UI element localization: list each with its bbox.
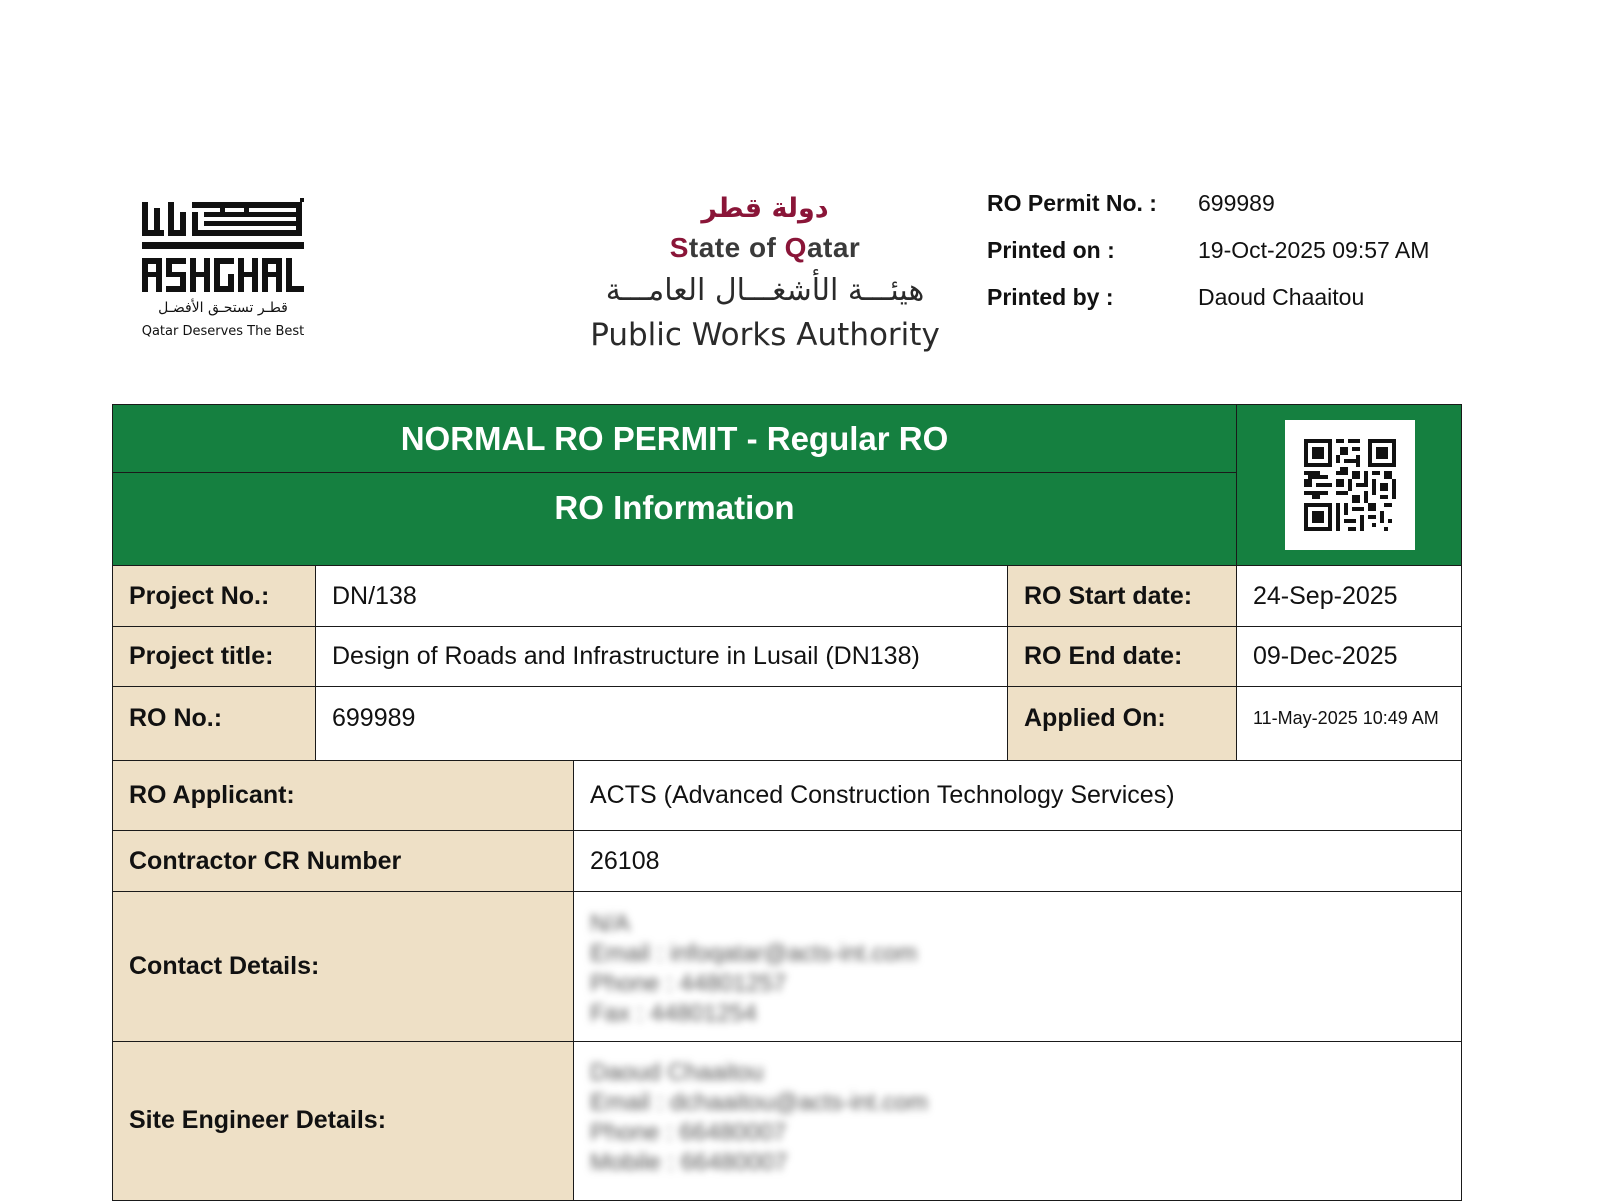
label-applied-on: Applied On: — [1007, 686, 1237, 761]
value-ro-no: 699989 — [315, 686, 1008, 761]
site-engineer-line: Email : dchaaitou@acts-int.com — [590, 1089, 928, 1116]
label-site-engineer-details: Site Engineer Details: — [112, 1041, 574, 1201]
value-applied-on: 11-May-2025 10:49 AM — [1236, 686, 1462, 761]
site-engineer-line: Daoud Chaaitou — [590, 1059, 764, 1086]
ashghal-kufic-logo-icon — [140, 198, 306, 298]
ashghal-logo — [140, 198, 308, 346]
label-contact-details: Contact Details: — [112, 891, 574, 1042]
contact-line: Email : infoqatar@acts-int.com — [590, 939, 918, 967]
value-ro-applicant: ACTS (Advanced Construction Technology Services) — [573, 760, 1462, 831]
meta-permit-no — [987, 180, 1467, 227]
state-text-mid: tate of — [688, 232, 785, 263]
contact-line: Phone : 44801257 — [590, 969, 787, 997]
value-contact-details — [573, 891, 1462, 1042]
contact-details-redacted — [590, 905, 917, 1029]
qr-code-icon — [1304, 439, 1396, 531]
public-works-authority-english: Public Works Authority — [590, 317, 940, 353]
meta-value: Daoud Chaaitou — [1198, 284, 1365, 310]
label-project-title: Project title: — [112, 626, 316, 687]
label-ro-start-date: RO Start date: — [1007, 565, 1237, 627]
value-project-no: DN/138 — [315, 565, 1008, 627]
value-project-title: Design of Roads and Infrastructure in Lusail (DN138) — [315, 626, 1008, 687]
state-of-qatar-english — [570, 228, 960, 268]
label-ro-no: RO No.: — [112, 686, 316, 761]
meta-label: RO Permit No. : — [987, 190, 1157, 216]
authority-header — [570, 190, 960, 356]
permit-title: NORMAL RO PERMIT - Regular RO — [112, 404, 1237, 473]
logo-slogan-english: Qatar Deserves The Best — [141, 324, 305, 339]
site-engineer-line: Mobile : 66480007 — [590, 1149, 788, 1176]
state-initial-s: S — [669, 232, 689, 263]
print-meta — [987, 180, 1467, 321]
public-works-authority-arabic: هيئـــة الأشغـــال العامـــة — [605, 273, 925, 308]
label-ro-applicant: RO Applicant: — [112, 760, 574, 831]
logo-slogan-arabic: قطـر تستحـق الأفضـل — [158, 300, 288, 316]
value-contractor-cr-number: 26108 — [573, 830, 1462, 892]
state-text-end: atar — [806, 232, 861, 263]
value-ro-end-date: 09-Dec-2025 — [1236, 626, 1462, 687]
site-engineer-line: Phone : 66480007 — [590, 1119, 787, 1146]
qr-code — [1285, 420, 1415, 550]
section-title: RO Information — [112, 472, 1237, 566]
label-ro-end-date: RO End date: — [1007, 626, 1237, 687]
label-project-no: Project No.: — [112, 565, 316, 627]
state-initial-q: Q — [784, 232, 807, 263]
value-site-engineer-details — [573, 1041, 1462, 1201]
meta-printed-by — [987, 274, 1467, 321]
meta-label: Printed on : — [987, 237, 1115, 263]
contact-line: N/A — [590, 909, 631, 937]
meta-label: Printed by : — [987, 284, 1114, 310]
contact-line: Fax : 44801254 — [590, 999, 757, 1027]
meta-printed-on — [987, 227, 1467, 274]
site-engineer-details-redacted — [590, 1042, 928, 1178]
state-of-qatar-arabic: دولة قطر — [701, 193, 829, 224]
value-ro-start-date: 24-Sep-2025 — [1236, 565, 1462, 627]
label-contractor-cr-number: Contractor CR Number — [112, 830, 574, 892]
qr-cell — [1236, 404, 1462, 566]
meta-value: 699989 — [1198, 190, 1275, 216]
meta-value: 19-Oct-2025 09:57 AM — [1198, 237, 1430, 263]
